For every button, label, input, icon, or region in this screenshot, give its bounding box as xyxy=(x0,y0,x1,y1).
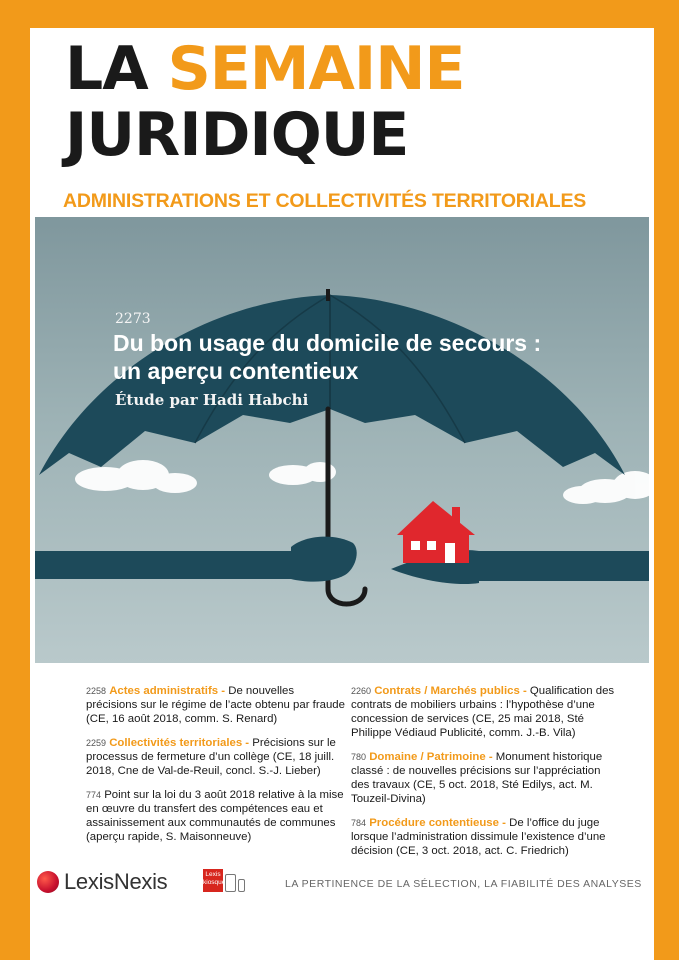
summary-item[interactable] xyxy=(86,736,348,778)
lexis-kiosque-logo[interactable] xyxy=(203,869,245,892)
umbrella-tip xyxy=(326,289,330,301)
summary-item[interactable] xyxy=(351,816,621,858)
article-title-line-2: un aperçu contentieux xyxy=(113,358,359,384)
kiosque-badge xyxy=(203,869,226,892)
masthead-word-juridique: JURIDIQUE xyxy=(65,100,409,170)
summary-column-left xyxy=(86,684,348,854)
tablet-icon xyxy=(225,874,236,892)
kiosque-line-1: Lexis xyxy=(205,871,221,878)
publisher-name: LexisNexis xyxy=(64,869,168,894)
article-title[interactable] xyxy=(113,329,633,385)
item-text: Point sur la loi du 3 août 2018 relative à la mise en œuvre du transfert des compétences eau et assainissement aux communautés de communes (aperçu rapide, S. Maisonneuve) xyxy=(86,789,344,843)
lexisnexis-logo[interactable] xyxy=(37,869,167,895)
masthead-word-semaine: SEMAINE xyxy=(167,34,465,104)
item-category: Procédure contentieuse - xyxy=(369,817,506,829)
footer-tagline: LA PERTINENCE DE LA SÉLECTION, LA FIABILITÉ DES ANALYSES xyxy=(285,878,642,890)
item-number: 784 xyxy=(351,818,367,828)
item-category: Actes administratifs - xyxy=(109,685,226,697)
house-icon xyxy=(397,501,475,563)
article-author: Étude par Hadi Habchi xyxy=(115,391,309,409)
item-text: Qualification des contrats de mobiliers urbains : l’hypothèse d’une concession de services (CE, 25 mai 2018, Sté Philippe Védiaud Publicité, comm. J.-B. Vila) xyxy=(351,685,615,739)
summary-item[interactable] xyxy=(86,684,348,726)
article-number: 2273 xyxy=(115,311,151,327)
item-text: De nouvelles précisions sur le régime de l’acte obtenu par fraude (CE, 16 août 2018, comm. S. Renard) xyxy=(86,685,345,725)
summary-item[interactable] xyxy=(351,684,621,740)
left-arm xyxy=(35,551,301,579)
summary-item[interactable] xyxy=(86,788,348,844)
item-text: De l’office du juge lorsque l’administration dissimule l’existence d’une décision (CE, 3 oct. 2018, act. C. Friedrich) xyxy=(351,817,606,857)
item-number: 2260 xyxy=(351,686,372,696)
left-hand xyxy=(291,537,357,582)
publication-subtitle: ADMINISTRATIONS ET COLLECTIVITÉS TERRITORIALES xyxy=(63,190,587,212)
item-number: 780 xyxy=(351,752,367,762)
item-category: Contrats / Marchés publics - xyxy=(374,685,527,697)
summary-column-right xyxy=(351,684,621,868)
item-category: Collectivités territoriales - xyxy=(109,737,250,749)
masthead-line-1 xyxy=(65,34,465,104)
phone-icon xyxy=(238,879,245,892)
umbrella-illustration xyxy=(35,217,649,663)
lexisnexis-globe-icon xyxy=(37,871,59,893)
summary-item[interactable] xyxy=(351,750,621,806)
item-number: 2259 xyxy=(86,738,107,748)
item-number: 774 xyxy=(86,790,102,800)
item-category: Domaine / Patrimoine - xyxy=(369,751,493,763)
kiosque-line-2: kiosque xyxy=(203,879,226,886)
item-text: Monument historique classé : de nouvelles précisions sur l’appréciation des travaux (CE, 5 oct. 2018, Sté Edilys, act. M. Touzeil-Divina) xyxy=(351,751,603,805)
right-arm xyxy=(475,551,649,581)
masthead-word-la: LA xyxy=(65,34,148,104)
item-text: Précisions sur le processus de fermeture d’un collège (CE, 18 juill. 2018, Cne de Val-de-Reuil, concl. S.-J. Lieber) xyxy=(86,737,336,777)
item-number: 2258 xyxy=(86,686,107,696)
cover-illustration xyxy=(35,217,649,663)
article-title-line-1: Du bon usage du domicile de secours : xyxy=(113,330,542,356)
